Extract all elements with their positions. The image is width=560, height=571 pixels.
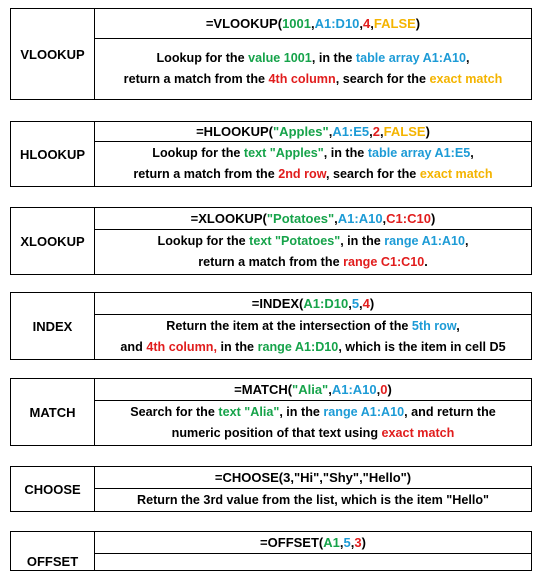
- formula: [95, 122, 531, 142]
- highlight-text: text "Alia": [218, 405, 280, 419]
- highlight-text: range A1:D10: [257, 340, 339, 354]
- description-line: [172, 423, 455, 444]
- highlight-text: table array A1:E5: [367, 146, 471, 160]
- text-run: Lookup for the: [156, 51, 249, 65]
- description-line: [152, 143, 474, 164]
- description-line: [130, 402, 496, 423]
- highlight-text: range A1:A10: [384, 234, 465, 248]
- text-run: ): [361, 535, 366, 550]
- highlight-text: 4: [363, 16, 371, 31]
- card-content: [95, 467, 531, 511]
- description-line: [158, 231, 469, 252]
- highlight-text: A1:A10: [337, 211, 383, 226]
- highlight-text: FALSE: [383, 124, 426, 139]
- description-line: [198, 252, 428, 273]
- description-line: [124, 69, 503, 90]
- text-run: ): [425, 124, 430, 139]
- function-name: INDEX: [11, 293, 95, 359]
- text-run: ,: [382, 211, 387, 226]
- text-run: , and return the: [404, 405, 496, 419]
- description-line: [156, 48, 469, 69]
- text-run: return a match from the: [198, 255, 344, 269]
- highlight-text: exact match: [419, 167, 493, 181]
- text-run: Return the 3rd value from the list, which is the item "Hello": [136, 492, 490, 507]
- text-run: , search for the: [335, 72, 430, 86]
- function-name: HLOOKUP: [11, 122, 95, 186]
- highlight-text: A1:D10: [303, 296, 349, 311]
- text-run: ,: [376, 382, 381, 397]
- highlight-text: 1001: [282, 16, 311, 31]
- highlight-text: 0: [380, 382, 388, 397]
- text-run: , in the: [340, 234, 385, 248]
- text-run: , in the: [279, 405, 324, 419]
- text-run: ,: [466, 51, 470, 65]
- text-run: return a match from the: [133, 167, 279, 181]
- text-run: ,: [359, 16, 364, 31]
- card-content: [95, 379, 531, 445]
- description-line: [133, 164, 492, 185]
- text-run: =HLOOKUP(: [196, 124, 274, 139]
- description: [95, 401, 531, 445]
- formula: [95, 208, 531, 230]
- highlight-text: exact match: [429, 72, 503, 86]
- vlookup-card: [10, 8, 532, 100]
- text-run: ,: [348, 296, 352, 311]
- highlight-text: "Potatoes": [266, 211, 335, 226]
- hlookup-card: [10, 121, 532, 187]
- card-content: [95, 208, 531, 274]
- text-run: in the: [216, 340, 258, 354]
- text-run: Lookup for the: [152, 146, 244, 160]
- highlight-text: "Alia": [292, 382, 329, 397]
- text-run: ): [430, 211, 436, 226]
- highlight-text: 5: [351, 296, 360, 311]
- function-name: MATCH: [11, 379, 95, 445]
- text-run: , in the: [311, 51, 356, 65]
- index-card: [10, 292, 532, 360]
- function-name: XLOOKUP: [11, 208, 95, 274]
- text-run: ,: [328, 382, 332, 397]
- formula: [95, 379, 531, 401]
- text-run: ,: [380, 124, 384, 139]
- text-run: =VLOOKUP(: [205, 16, 283, 31]
- description: [95, 315, 531, 359]
- highlight-text: A1: [323, 535, 340, 550]
- text-run: ,: [465, 234, 469, 248]
- card-content: [95, 122, 531, 186]
- text-run: return a match from the: [123, 72, 269, 86]
- text-run: ): [369, 296, 375, 311]
- text-run: =MATCH(: [234, 382, 293, 397]
- text-run: Return the item at the intersection of the: [166, 319, 412, 333]
- function-name: CHOOSE: [11, 467, 95, 511]
- description: [95, 39, 531, 99]
- text-run: ,: [359, 296, 363, 311]
- match-card: [10, 378, 532, 446]
- description-line: [137, 490, 489, 511]
- description-line: [166, 316, 459, 337]
- xlookup-card: [10, 207, 532, 275]
- text-run: , which is the item in cell D5: [338, 340, 506, 354]
- description: [95, 142, 531, 186]
- highlight-text: 2: [372, 124, 381, 139]
- highlight-text: range C1:C10: [343, 255, 425, 269]
- highlight-text: value 1001: [248, 51, 312, 65]
- card-content: [95, 532, 531, 570]
- highlight-text: text "Apples": [243, 146, 324, 160]
- formula: [95, 532, 531, 554]
- text-run: , in the: [323, 146, 368, 160]
- text-run: =XLOOKUP(: [190, 211, 267, 226]
- highlight-text: FALSE: [373, 16, 416, 31]
- text-run: and: [120, 340, 147, 354]
- highlight-text: C1:C10: [386, 211, 431, 226]
- text-run: =CHOOSE(3,"Hi","Shy","Hello"): [214, 470, 412, 485]
- text-run: ,: [370, 16, 374, 31]
- highlight-text: 2nd row: [278, 167, 327, 181]
- text-run: ): [415, 16, 421, 31]
- highlight-text: A1:D10: [314, 16, 360, 31]
- formula: [95, 293, 531, 315]
- function-name: OFFSET: [11, 532, 95, 570]
- choose-card: [10, 466, 532, 512]
- highlight-text: 3: [354, 535, 362, 550]
- text-run: , search for the: [326, 167, 420, 181]
- highlight-text: 4th column,: [146, 340, 217, 354]
- text-run: ,: [369, 124, 373, 139]
- text-run: Lookup for the: [157, 234, 250, 248]
- formula: [95, 9, 531, 39]
- text-run: ,: [456, 319, 460, 333]
- text-run: ,: [339, 535, 344, 550]
- function-name: VLOOKUP: [11, 9, 95, 99]
- text-run: ,: [350, 535, 355, 550]
- highlight-text: A1:E5: [332, 124, 370, 139]
- text-run: ,: [470, 146, 474, 160]
- text-run: =OFFSET(: [260, 535, 324, 550]
- text-run: numeric position of that text using: [171, 426, 382, 440]
- highlight-text: A1:A10: [331, 382, 377, 397]
- description-line: [120, 337, 505, 358]
- highlight-text: text "Potatoes": [249, 234, 341, 248]
- text-run: ,: [334, 211, 338, 226]
- text-run: ,: [328, 124, 333, 139]
- text-run: =INDEX(: [251, 296, 304, 311]
- highlight-text: "Apples": [273, 124, 329, 139]
- card-content: [95, 293, 531, 359]
- offset-card: [10, 531, 532, 571]
- description: [95, 489, 531, 511]
- text-run: Search for the: [130, 405, 219, 419]
- highlight-text: 4: [362, 296, 370, 311]
- highlight-text: 5: [343, 535, 351, 550]
- highlight-text: 4th column: [268, 72, 336, 86]
- highlight-text: range A1:A10: [323, 405, 405, 419]
- card-content: [95, 9, 531, 99]
- highlight-text: table array A1:A10: [355, 51, 467, 65]
- highlight-text: 5th row: [411, 319, 457, 333]
- text-run: ,: [310, 16, 315, 31]
- description: [95, 230, 531, 274]
- formula: [95, 467, 531, 489]
- text-run: .: [424, 255, 428, 269]
- highlight-text: exact match: [381, 426, 455, 440]
- description: [95, 554, 531, 570]
- text-run: ): [387, 382, 392, 397]
